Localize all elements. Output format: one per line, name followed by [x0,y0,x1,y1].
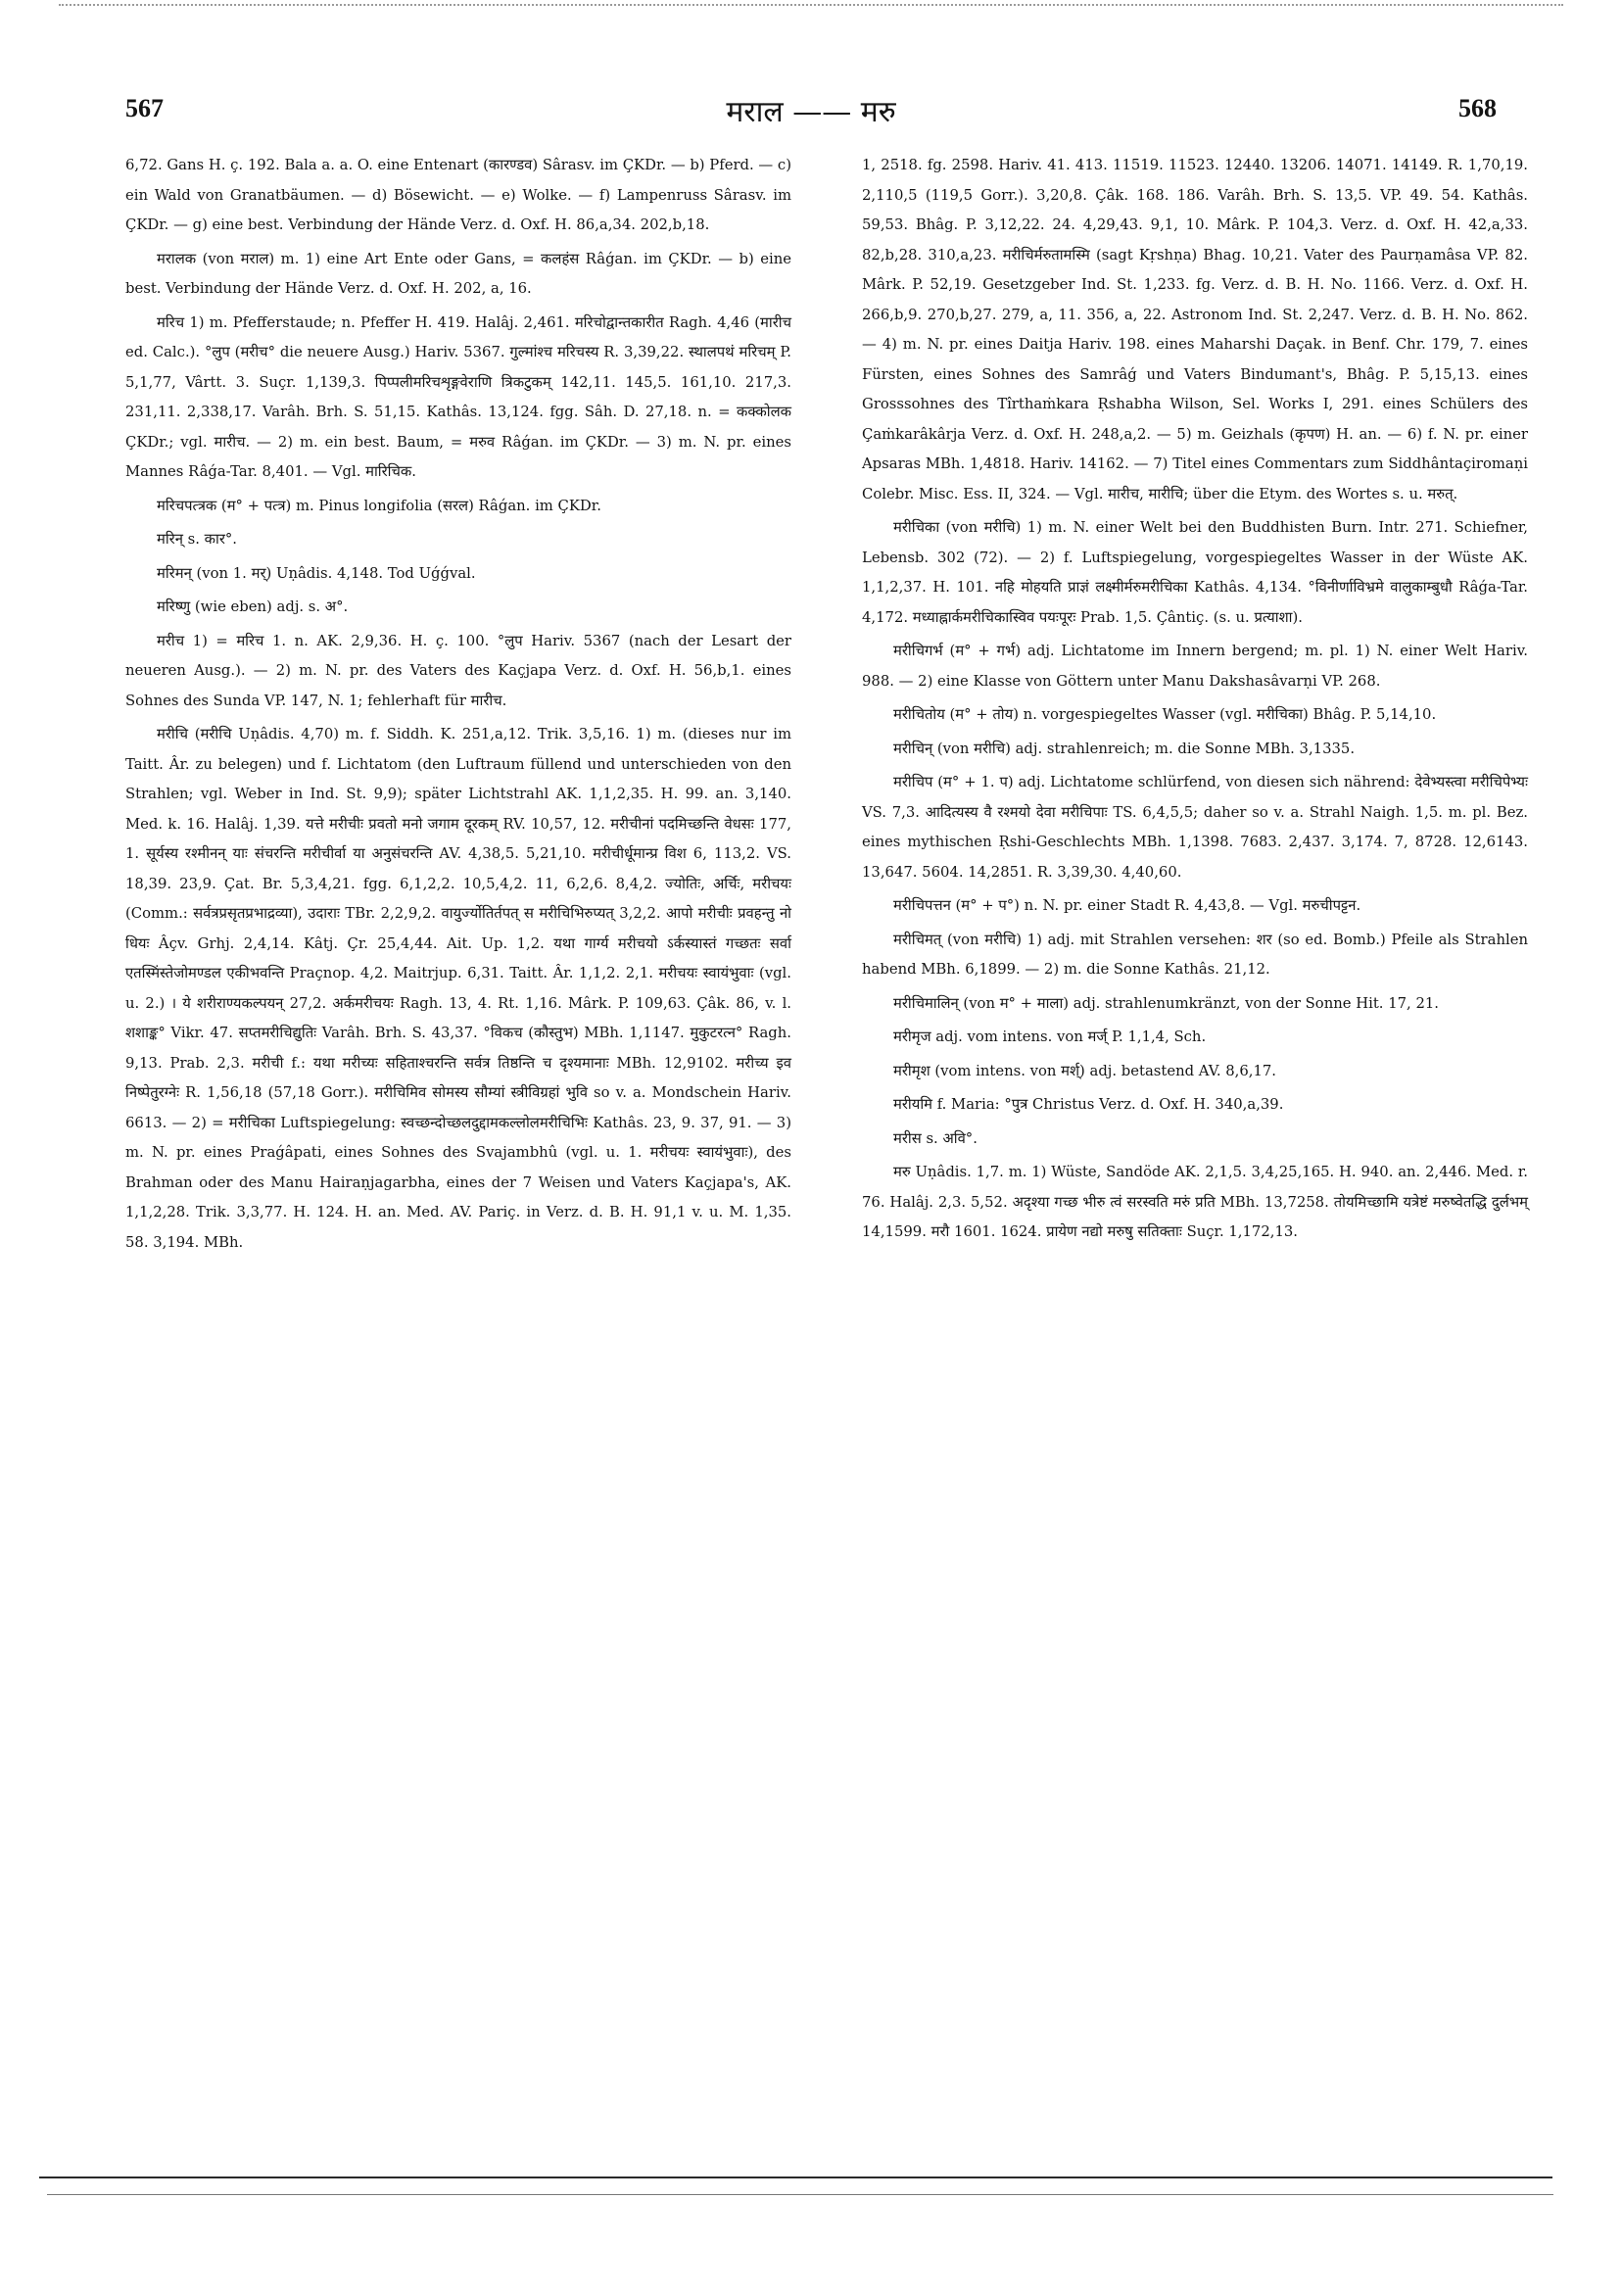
entry-paragraph: मरिष्णु (wie eben) adj. s. अ°. [157,598,349,615]
footer-rule [39,2176,1552,2178]
entry-paragraph: 1, 2518. fg. 2598. Hariv. 41. 413. 11519. 11523. 12440. 13206. 14071. 14149. R. 1,70,19. 2,110,5 (119,5 Gorr.). 3,20,8. Çâk. 168. 186. Varâh. Brh. S. 13,5. VP. 49. 54. Kathâs. 59,53. Bhâg. P. 3,12,22. 24. 4,29,43. 9,1, 10. Mârk. P. 104,3. Verz. d. Oxf. H. 42,a,33. 82,b,28. 310,a,23. मरीचिर्मरुतामस्मि (sagt Kṛshṇa) Bhag. 10,21. Vater des Paurṇamâsa VP. 82. Mârk. P. 52,19. Gesetzgeber Ind. St. 1,233. fg. Verz. d. B. H. No. 1166. Verz. d. Oxf. H. 266,b,9. 270,b,27. 279, a, 11. 356, a, 22. Astronom Ind. St. 2,247. Verz. d. B. H. No. 862. — 4) m. N. pr. eines Daitja Hariv. 198. eines Maharshi Daçak. in Benf. Chr. 179, 7. eines Fürsten, eines Sohnes des Samrâǵ und Vaters Bindumant's, Bhâg. P. 5,15,13. eines Grosssohnes des Tîrthaṁkara Ṛshabha Wilson, Sel. Works I, 291. eines Schülers des Çaṁkarâkârja Verz. d. Oxf. H. 248,a,2. — 5) m. Geizhals (कृपण) H. an. — 6) f. N. pr. einer Apsaras MBh. 1,4818. Hariv. 14162. — 7) Titel eines Commentars zum Siddhântaçiromaṇi Colebr. Misc. Ess. II, 324. — Vgl. मारीच, मारीचि; über die Etym. des Wortes s. u. मरुत्. [862,157,1528,502]
entry-paragraph: मरीच 1) = मरिच 1. n. AK. 2,9,36. H. ç. 100. °लुप Hariv. 5367 (nach der Lesart der neueren Ausg.). — 2) m. N. pr. des Vaters des Kaçjapa Verz. d. Oxf. H. 56,b,1. eines Sohnes des Sunda VP. 147, N. 1; fehlerhaft für मारीच. [125,632,791,709]
page-number-left: 567 [125,94,164,122]
entry-paragraph: मरीचिमत् (von मरीचि) 1) adj. mit Strahlen versehen: शर (so ed. Bomb.) Pfeile als Strahlen habend MBh. 6,1899. — 2) m. die Sonne Kathâs. 21,12. [862,931,1528,978]
entry-paragraph: मरालक (von मराल) m. 1) eine Art Ente oder Gans, = कलहंस Râǵan. im ÇKDr. — b) eine best. Verbindung der Hände Verz. d. Oxf. H. 202, a, 16. [125,250,791,297]
entry-paragraph: मरिच 1) m. Pfefferstaude; n. Pfeffer H. 419. Halâj. 2,461. मरिचोद्वान्तकारीत Ragh. 4,46 (मारीच ed. Calc.). °लुप (मरीच° die neuere Ausg.) Hariv. 5367. गुल्मांश्च मरिचस्य R. 3,39,22. स्थालपथं मरिचम् P. 5,1,77, Vârtt. 3. Suçr. 1,139,3. पिप्पलीमरिचशृङ्गवेराणि त्रिकटुकम् 142,11. 145,5. 161,10. 217,3. 231,11. 2,338,17. Varâh. Brh. S. 51,15. Kathâs. 13,124. fgg. Sâh. D. 27,18. n. = कक्कोलक ÇKDr.; vgl. मारीच. — 2) m. ein best. Baum, = मरुव Râǵan. im ÇKDr. — 3) m. N. pr. eines Mannes Râǵa-Tar. 8,401. — Vgl. मारिचिक. [125,313,791,480]
entry-paragraph: मरीचिपत्तन (म° + प°) n. N. pr. einer Stadt R. 4,43,8. — Vgl. मरुचीपट्टन. [893,897,1361,914]
entry-paragraph: मरिन् s. कार°. [157,531,237,548]
entry-paragraph: मरीमृज adj. vom intens. von मर्ज् P. 1,1,4, Sch. [893,1028,1207,1045]
entry-paragraph: मरिचपत्त्रक (म° + पत्त्र) m. Pinus longifolia (सरल) Râǵan. im ÇKDr. [157,497,601,514]
entry-paragraph: मरीचितोय (म° + तोय) n. vorgespiegeltes Wasser (vgl. मरीचिका) Bhâg. P. 5,14,10. [893,706,1437,723]
entry-paragraph: मरीचिन् (von मरीचि) adj. strahlenreich; m. die Sonne MBh. 3,1335. [893,740,1356,757]
entry-paragraph: मरीमृश (vom intens. von मर्श्) adj. betastend AV. 8,6,17. [893,1062,1277,1079]
running-headwords: मराल —— मरु [726,95,896,129]
entry-paragraph: मरिमन् (von 1. मर्) Uṇâdis. 4,148. Tod Uǵǵval. [157,564,476,582]
scan-edge [59,4,1563,6]
footer-rule-shadow [47,2194,1553,2195]
entry-paragraph: मरीस s. अवि°. [893,1129,978,1147]
entry-paragraph: मरीयमि f. Maria: °पुत्र Christus Verz. d. Oxf. H. 340,a,39. [893,1096,1284,1113]
page-number-right: 568 [1458,94,1497,122]
entry-paragraph: मरीचि (मरीचि Uṇâdis. 4,70) m. f. Siddh. K. 251,a,12. Trik. 3,5,16. 1) m. (dieses nur im Taitt. Âr. zu belegen) und f. Lichtatom (den Luftraum füllend und unterschieden von den Strahlen; vgl. Weber in Ind. St. 9,9); später Lichtstrahl AK. 1,1,2,35. H. 99. an. 3,140. Med. k. 16. Halâj. 1,39. यत्ते मरीचीः प्रवतो मनो जगाम दूरकम् RV. 10,57, 12. मरीचीनां पदमिच्छन्ति वेधसः 177, 1. सूर्यस्य रश्मीनन् याः संचरन्ति मरीचीर्वा या अनुसंचरन्ति AV. 4,38,5. 5,21,10. मरीचीर्धूमान्प्र विश 6, 113,2. VS. 18,39. 23,9. Çat. Br. 5,3,4,21. fgg. 6,1,2,2. 10,5,4,2. 11, 6,2,6. 8,4,2. ज्योतिः, अर्चिः, मरीचयः (Comm.: सर्वत्रप्रसृतप्रभाद्रव्या), उदाराः TBr. 2,2,9,2. वायुर्ज्योतिर्तपत् स मरीचिभिरुप्यत् 3,2,2. आपो मरीचीः प्रवहन्तु नो धियः Âçv. Grhj. 2,4,14. Kâtj. Çr. 25,4,44. Ait. Up. 1,2. यथा गार्ग्य मरीचयो ऽर्कस्यास्तं गच्छतः सर्वा एतस्मिंस्तेजोमण्डल एकीभवन्ति Praçnop. 4,2. Maitrjup. 6,31. Taitt. Âr. 1,1,2. 2,1. मरीचयः स्वायंभुवाः (vgl. u. 2.) । ये शरीराण्यकल्पयन् 27,2. अर्कमरीचयः Ragh. 13, 4. Rt. 1,16. Mârk. P. 109,63. Çâk. 86, v. l. शशाङ्क° Vikr. 47. सप्तमरीचिद्युतिः Varâh. Brh. S. 43,37. °विकच (कौस्तुभ) MBh. 1,1147. मुकुटरत्न° Ragh. 9,13. Prab. 2,3. मरीची f.: यथा मरीच्यः सहिताश्चरन्ति सर्वत्र तिष्ठन्ति च दृश्यमानाः MBh. 12,9102. मरीच्य इव निष्पेतुरग्नेः R. 1,56,18 (57,18 Gorr.). मरीचिमिव सोमस्य सौम्यां स्त्रीविग्रहां भुवि so v. a. Mondschein Hariv. 6613. — 2) = मरीचिका Luftspiegelung: स्वच्छन्दोच्छलदुद्दामकल्लोलमरीचिभिः Kathâs. 23, 9. 37, 91. — 3) m. N. pr. eines Praǵâpati, eines Sohnes des Svajambhû (vgl. u. 1. मरीचयः स्वायंभुवाः), des Brahman oder des Manu Hairaṇjagarbha, eines der 7 Weisen und Vaters Kaçjapa's, AK. 1,1,2,28. Trik. 3,3,77. H. 124. H. an. Med. AV. Pariç. in Verz. d. B. H. 91,1 v. u. M. 1,35. 58. 3,194. MBh. [125,726,791,1251]
entry-paragraph: मरीचिका (von मरीचि) 1) m. N. einer Welt bei den Buddhisten Burn. Intr. 271. Schiefner, Lebensb. 302 (72). — 2) f. Luftspiegelung, vorgespiegeltes Wasser in der Wüste AK. 1,1,2,37. H. 101. नहि मोहयति प्राज्ञं लक्ष्मीर्मरुमरीचिका Kathâs. 4,134. °विनीर्णाविभ्रमे वालुकाम्बुधौ Râǵa-Tar. 4,172. मध्याह्नार्कमरीचिकास्विव पयःपूरः Prab. 1,5. Çântiç. (s. u. प्रत्याशा). [862,519,1528,626]
right-column [862,151,1528,1252]
entry-paragraph: मरीचिप (म° + 1. प) adj. Lichtatome schlürfend, von diesen sich nährend: देवेभ्यस्त्वा मरीचिपेभ्यः VS. 7,3. आदित्यस्य वै रश्मयो देवा मरीचिपाः TS. 6,4,5,5; daher so v. a. Strahl Naigh. 1,5. m. pl. Bez. eines mythischen Ṛshi-Geschlechts MBh. 1,1398. 7683. 2,437. 3,174. 7, 8728. 12,6143. 13,647. 5604. 14,2851. R. 3,39,30. 4,40,60. [862,774,1528,881]
entry-paragraph: मरीचिगर्भ (म° + गर्भ) adj. Lichtatome im Innern bergend; m. pl. 1) N. einer Welt Hariv. 988. — 2) eine Klasse von Göttern unter Manu Dakshasâvarṇi VP. 268. [862,643,1528,690]
entry-paragraph: 6,72. Gans H. ç. 192. Bala a. a. O. eine Entenart (कारण्डव) Sârasv. im ÇKDr. — b) Pferd. — c) ein Wald von Granatbäumen. — d) Bösewicht. — e) Wolke. — f) Lampenruss Sârasv. im ÇKDr. — g) eine best. Verbindung der Hände Verz. d. Oxf. H. 86,a,34. 202,b,18. [125,157,791,233]
left-column [125,151,791,1262]
page-header [125,94,1497,133]
entry-paragraph: मरीचिमालिन् (von म° + माला) adj. strahlenumkränzt, von der Sonne Hit. 17, 21. [893,994,1439,1012]
entry-paragraph: मरु Uṇâdis. 1,7. m. 1) Wüste, Sandöde AK. 2,1,5. 3,4,25,165. H. 940. an. 2,446. Med. r. 76. Halâj. 2,3. 5,52. अदृश्या गच्छ भीरु त्वं सरस्वति मरुं प्रति MBh. 13,7258. तोयमिच्छामि यत्रेष्टं मरुष्वेतद्धि दुर्लभम् 14,1599. मरौ 1601. 1624. प्रायेण नद्यो मरुषु सतिक्ताः Suçr. 1,172,13. [862,1164,1528,1240]
